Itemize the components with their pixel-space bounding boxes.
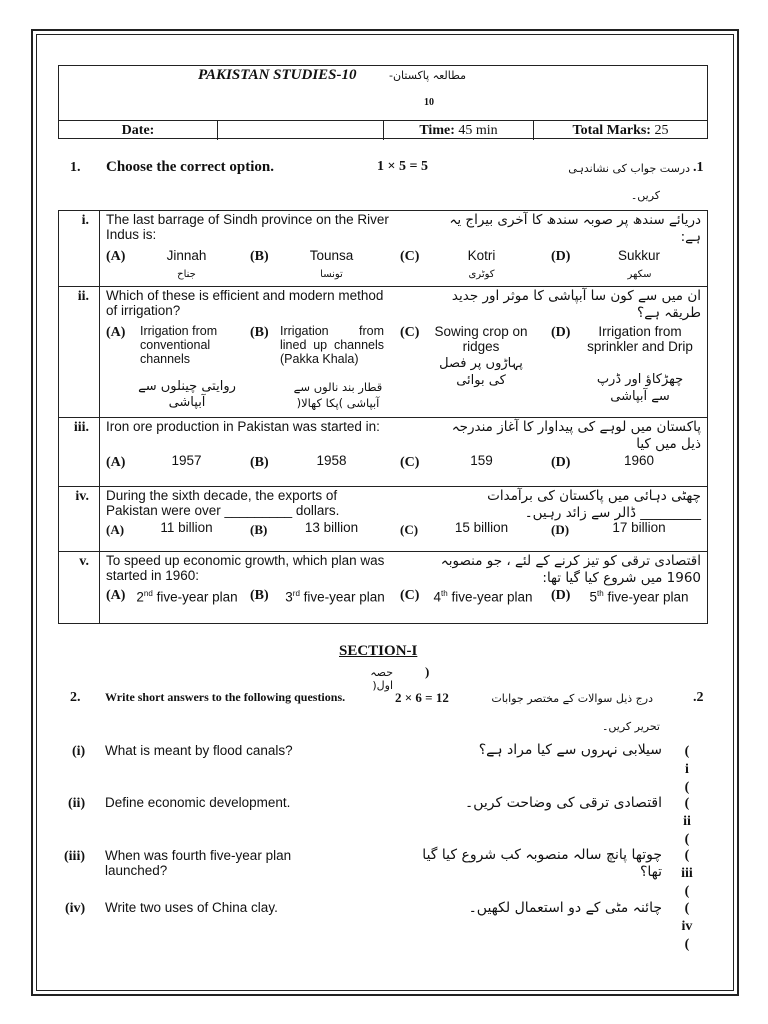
option-letter: (B) (250, 325, 269, 340)
short-question-text: Write two uses of China clay. (105, 900, 278, 915)
option-text-urdu: جناح (177, 269, 196, 280)
q1-instruction-urdu: درست جواب کی نشاندہی (568, 162, 690, 175)
date-value-cell (218, 121, 384, 140)
option-letter: (B) (250, 455, 269, 470)
q1-marks: 1 × 5 = 5 (377, 159, 428, 174)
option-letter: (C) (400, 588, 420, 603)
short-question-urdu: چوتھا پانچ سالہ منصوبہ کب شروع کیا گیا تھا؟ (422, 847, 662, 880)
header-title-cell (59, 66, 707, 120)
side-marker: ( (684, 744, 690, 759)
option-letter: (B) (250, 249, 269, 264)
time-cell (384, 121, 534, 140)
option-letter: (A) (106, 522, 125, 537)
time-label: Time: (419, 123, 455, 138)
option-text[interactable]: 1957 (171, 453, 202, 468)
paper-title-urdu: مطالعہ پاکستان- (389, 69, 467, 82)
header-table (58, 65, 708, 139)
side-marker: iv (681, 919, 693, 934)
option-text[interactable]: 1958 (316, 453, 347, 468)
side-marker: ( (684, 780, 690, 795)
header-info-row (59, 120, 707, 140)
marks-label: Total Marks: (572, 123, 651, 138)
option-text[interactable]: 11 billion (160, 520, 213, 535)
option-text[interactable]: 5th five-year plan (589, 589, 689, 605)
option-text-urdu: پہاڑوں پر فصل کی بوائی (439, 356, 523, 388)
option-text[interactable]: 4th five-year plan (433, 589, 533, 605)
option-letter: (C) (400, 249, 420, 264)
option-text-urdu: قطار بند نالوں سے آبپاشی )پکا کھالا( (293, 380, 383, 410)
option-text[interactable]: 13 billion (304, 520, 359, 535)
option-text[interactable]: 17 billion (612, 520, 666, 535)
q1-number: 1. (70, 160, 81, 175)
option-letter: (D) (551, 588, 571, 603)
q2-instruction: Write short answers to the following questions. (105, 690, 346, 704)
option-letter: (C) (400, 325, 420, 340)
option-text-urdu: تونسا (320, 269, 343, 280)
short-question-text: Define economic development. (105, 795, 291, 810)
q1-number-urdu: .1 (693, 160, 704, 175)
option-text-urdu: چھڑکاؤ اور ڈرپ سے آبپاشی (596, 372, 684, 404)
side-marker: ( (684, 848, 690, 863)
option-letter: (B) (250, 588, 269, 603)
mcq-question-urdu: چھٹی دہائی میں پاکستان کی برآمدات _________ ڈالر سے زائد رہیں۔ (487, 488, 701, 521)
option-letter: (D) (551, 325, 571, 340)
marks-value: 25 (654, 123, 669, 138)
mcq-question-urdu: پاکستان میں لوہے کی پیداوار کا آغاز مندرجہ ذیل میں کیا (451, 419, 701, 452)
mcq-question-urdu: اقتصادی ترقی کو تیز کرنے کے لئے ، جو منصوبہ 1960 میں شروع کیا گیا تھا: (440, 553, 701, 586)
mcq-row (58, 417, 708, 487)
option-text[interactable]: 15 billion (454, 520, 509, 535)
class-number: 10 (424, 97, 434, 108)
mcq-row (58, 551, 708, 624)
mcq-row (58, 286, 708, 418)
option-text-urdu: سکھر (627, 269, 652, 280)
option-text-urdu: کوٹری (468, 269, 495, 280)
option-text[interactable]: Kotri (467, 248, 496, 263)
option-text[interactable]: Tounsa (309, 248, 354, 263)
mcq-number: v. (79, 554, 89, 569)
mcq-row (58, 210, 708, 287)
option-letter: (A) (106, 249, 126, 264)
paper-title: PAKISTAN STUDIES-10 (198, 67, 357, 83)
option-letter: (A) (106, 588, 126, 603)
mcq-question: Which of these is efficient and modern method of irrigation? (106, 288, 384, 318)
q2-instruction-urdu-line2: تحریر کریں۔ (601, 720, 660, 733)
side-marker: i (685, 762, 689, 777)
option-text[interactable]: 2nd five-year plan (136, 589, 238, 605)
side-marker: ii (683, 814, 691, 829)
option-letter: (D) (551, 455, 571, 470)
option-letter: (C) (400, 455, 420, 470)
option-text[interactable]: 1960 (623, 453, 655, 468)
mcq-question: The last barrage of Sindh province on the River Indus is: (106, 212, 389, 242)
side-marker: ( (684, 796, 690, 811)
option-letter: (A) (106, 455, 126, 470)
date-label: Date: (59, 121, 218, 140)
short-question-number: (ii) (68, 796, 86, 811)
section-paren: ) (425, 664, 430, 679)
short-question-text: What is meant by flood canals? (105, 743, 293, 758)
option-text[interactable]: Jinnah (166, 248, 207, 263)
short-question-urdu: اقتصادی ترقی کی وضاحت کریں۔ (465, 795, 662, 811)
mcq-row (58, 486, 708, 552)
option-text[interactable]: Sukkur (617, 248, 661, 263)
marks-cell (534, 121, 707, 140)
short-question-number: (iv) (65, 901, 86, 916)
q2-marks: 2 × 6 = 12 (395, 690, 449, 705)
q2-instruction-urdu: درج ذیل سوالات کے مختصر جوابات (491, 692, 653, 705)
side-marker: ( (684, 937, 690, 952)
short-question-text: When was fourth five-year plan launched? (105, 848, 292, 878)
mcq-number: iv. (75, 489, 89, 504)
mcq-question: During the sixth decade, the exports of Pakistan were over _________ dollars. (106, 488, 340, 518)
side-marker: ( (684, 832, 690, 847)
short-question-urdu: سیلابی نہروں سے کیا مراد ہے؟ (478, 742, 662, 758)
q2-number: 2. (70, 690, 81, 705)
q2-number-urdu: .2 (693, 690, 704, 705)
mcq-question: Iron ore production in Pakistan was started in: (106, 419, 380, 434)
option-text[interactable]: Sowing crop on ridges (434, 324, 528, 354)
mcq-number: iii. (73, 420, 89, 435)
mcq-question: To speed up economic growth, which plan was started in 1960: (106, 553, 385, 583)
mcq-number: ii. (77, 289, 89, 304)
option-text[interactable]: 3rd five-year plan (285, 589, 385, 605)
time-value: 45 min (458, 123, 498, 138)
option-text[interactable]: 159 (470, 453, 493, 468)
option-letter: (B) (250, 522, 268, 537)
mcq-question-urdu: ان میں سے کون سا آبپاشی کا موثر اور جدید طریقہ ہے؟ (451, 288, 701, 321)
q1-instruction-urdu-line2: کریں۔ (630, 189, 660, 202)
option-text[interactable]: Irrigation from sprinkler and Drip (587, 324, 693, 354)
side-marker: ( (684, 901, 690, 916)
option-text[interactable]: Irrigation from conventional channels (140, 324, 218, 366)
option-text-urdu: روایتی چینلوں سے آبپاشی (138, 379, 236, 410)
option-letter: (D) (551, 249, 571, 264)
option-letter: (D) (551, 522, 570, 537)
side-marker: iii (681, 866, 693, 881)
mcq-question-urdu: دریائے سندھ پر صوبہ سندھ کا آخری بیراج یہ ہے: (449, 212, 701, 245)
option-letter: (C) (400, 522, 419, 537)
section-title-urdu: حصہ اول( (370, 666, 393, 692)
mcq-number: i. (81, 213, 89, 228)
short-question-number: (iii) (64, 849, 85, 864)
option-text[interactable]: Irrigation from lined up channels (Pakka Khala) (280, 324, 384, 366)
short-question-number: (i) (72, 744, 86, 759)
option-letter: (A) (106, 325, 126, 340)
short-question-urdu: چائنہ مٹی کے دو استعمال لکھیں۔ (468, 900, 662, 916)
side-marker: ( (684, 884, 690, 899)
q1-instruction: Choose the correct option. (106, 159, 275, 175)
section-title: SECTION-I (339, 643, 418, 659)
